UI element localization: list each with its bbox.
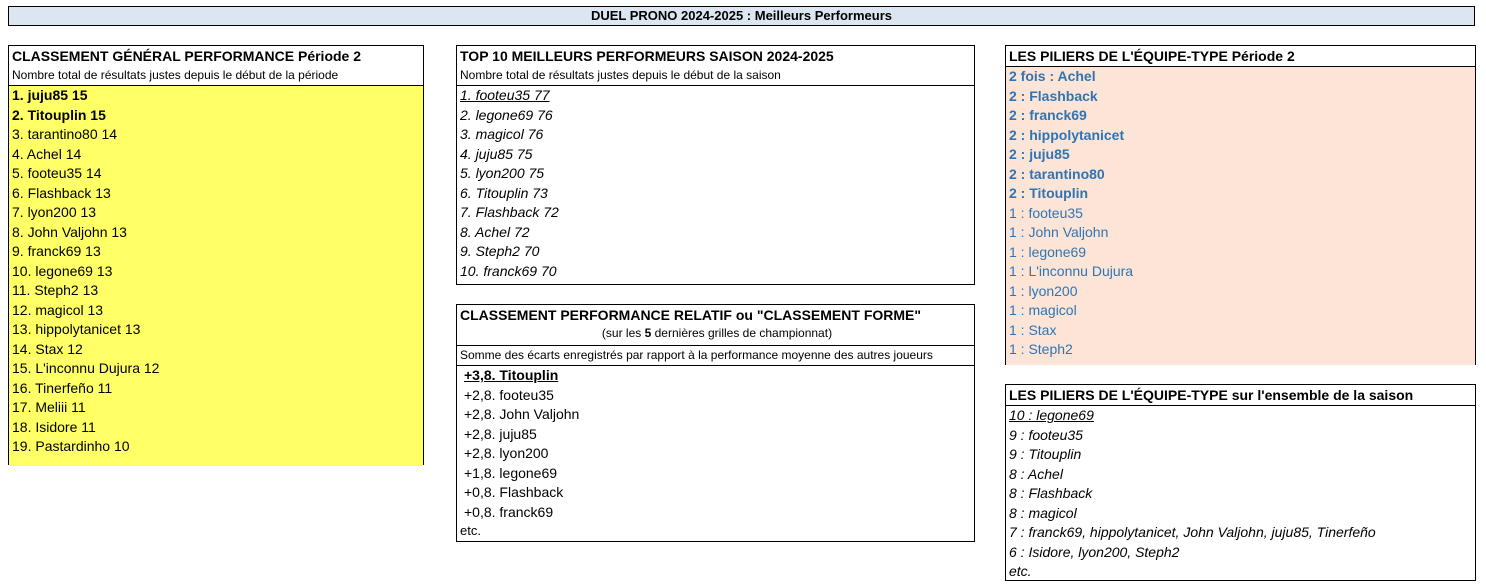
list-item: 14. Stax 12	[12, 340, 83, 357]
general-ranking-panel	[8, 45, 424, 465]
list-item: +0,8. franck69	[464, 503, 554, 520]
list-item: 9. franck69 13	[12, 243, 101, 259]
list-item: 9 : footeu35	[1009, 426, 1083, 443]
list-item: 1 : Stax	[1009, 321, 1057, 338]
list-item: 1 : legone69	[1009, 243, 1087, 260]
list-item: 2 : Titouplin	[1009, 185, 1089, 201]
list-item: 5. footeu35 14	[12, 165, 102, 181]
general-ranking-list	[9, 86, 423, 466]
list-item: 6. Flashback 13	[12, 184, 111, 201]
forme-subtitle: Somme des écarts enregistrés par rapport à la performance moyenne des autres joueurs	[457, 345, 974, 366]
page-banner: DUEL PRONO 2024-2025 : Meilleurs Performeurs	[8, 6, 1475, 26]
list-item: 1 : L'inconnu Dujura	[1009, 263, 1134, 279]
list-item: 6. Titouplin 73	[460, 184, 548, 201]
list-item: 8. Achel 72	[460, 223, 530, 240]
list-item: 8. John Valjohn 13	[12, 223, 127, 240]
list-item: +2,8. footeu35	[464, 386, 554, 403]
list-item: etc.	[1009, 563, 1032, 579]
list-item: +2,8. lyon200	[464, 445, 549, 461]
forme-note-pre: (sur les	[601, 326, 645, 340]
list-item: 7 : franck69, hippolytanicet, John Valjohn, juju85, Tinerfeño	[1009, 524, 1376, 540]
list-item: 2 : Flashback	[1009, 87, 1098, 104]
list-item: 12. magicol 13	[12, 301, 104, 318]
list-item: 16. Tinerfeño 11	[12, 379, 113, 396]
list-item: 4. juju85 75	[460, 145, 533, 162]
list-item: 8 : magicol	[1009, 504, 1077, 521]
list-item: +1,8. legone69	[464, 464, 558, 481]
list-item: 2 : franck69	[1009, 107, 1087, 123]
list-item: +2,8. juju85	[464, 425, 537, 442]
forme-note-number: 5	[644, 326, 652, 340]
list-item: 2. Titouplin 15	[12, 106, 106, 123]
list-item: 11. Steph2 13	[12, 282, 99, 298]
list-item: 2. legone69 76	[460, 106, 553, 123]
list-item: 3. magicol 76	[460, 126, 544, 142]
list-item: 1 : John Valjohn	[1009, 224, 1109, 240]
list-item: 1 : lyon200	[1009, 282, 1078, 299]
list-item: 3. tarantino80 14	[12, 126, 118, 142]
top10-season-panel	[456, 45, 975, 285]
list-item: 2 : juju85	[1009, 146, 1070, 162]
list-item: +2,8. John Valjohn	[464, 406, 580, 422]
list-item: 2 : tarantino80	[1009, 165, 1105, 182]
list-item: 13. hippolytanicet 13	[12, 321, 141, 337]
forme-ranking-panel	[456, 304, 975, 542]
piliers-p2-title: LES PILIERS DE L'ÉQUIPE-TYPE Période 2	[1006, 46, 1475, 67]
list-item: 2 : hippolytanicet	[1009, 126, 1125, 143]
piliers-saison-panel	[1005, 384, 1476, 581]
list-item: 7. lyon200 13	[12, 204, 97, 220]
top10-title: TOP 10 MEILLEURS PERFORMEURS SAISON 2024-2025	[460, 48, 834, 64]
list-item: 1 : magicol	[1009, 302, 1077, 318]
list-item: 1 : footeu35	[1009, 204, 1083, 221]
list-item: 1 : Steph2	[1009, 341, 1073, 357]
top10-subtitle: Nombre total de résultats justes depuis le début de la saison	[457, 66, 974, 86]
list-item: +0,8. Flashback	[464, 484, 564, 500]
list-item: 19. Pastardinho 10	[12, 438, 130, 454]
list-item: 9 : Titouplin	[1009, 446, 1082, 462]
forme-note-post: dernières grilles de championnat)	[651, 326, 833, 340]
list-item: 6 : Isidore, lyon200, Steph2	[1009, 543, 1180, 560]
piliers-p2-list	[1006, 67, 1475, 365]
piliers-saison-title: LES PILIERS DE L'ÉQUIPE-TYPE sur l'ensemble de la saison	[1006, 385, 1475, 406]
list-item: 15. L'inconnu Dujura 12	[12, 360, 160, 376]
list-item: 8 : Flashback	[1009, 485, 1093, 501]
list-item: 10. legone69 13	[12, 262, 113, 279]
forme-note	[457, 325, 974, 341]
forme-title: CLASSEMENT PERFORMANCE RELATIF ou "CLASSEMENT FORME"	[460, 307, 922, 323]
list-item: 7. Flashback 72	[460, 204, 559, 220]
list-item: 4. Achel 14	[12, 145, 82, 162]
list-item: 18. Isidore 11	[12, 418, 96, 435]
list-item: 9. Steph2 70	[460, 243, 540, 259]
list-item: 2 fois : Achel	[1009, 68, 1096, 84]
list-item: 8 : Achel	[1009, 465, 1063, 482]
general-ranking-subtitle: Nombre total de résultats justes depuis le début de la période	[9, 66, 423, 86]
list-item: +3,8. Titouplin	[464, 367, 559, 383]
list-item: 1. juju85 15	[12, 87, 88, 103]
list-item: 1. footeu35 77	[460, 87, 550, 103]
list-item: 5. lyon200 75	[460, 165, 545, 181]
general-ranking-title: CLASSEMENT GÉNÉRAL PERFORMANCE Période 2	[12, 48, 362, 64]
list-item: 10 : legone69	[1009, 407, 1094, 423]
piliers-p2-panel	[1005, 45, 1476, 365]
list-item: 10. franck69 70	[460, 262, 557, 279]
list-item: 17. Meliii 11	[12, 399, 86, 415]
forme-etc: etc.	[460, 523, 481, 538]
